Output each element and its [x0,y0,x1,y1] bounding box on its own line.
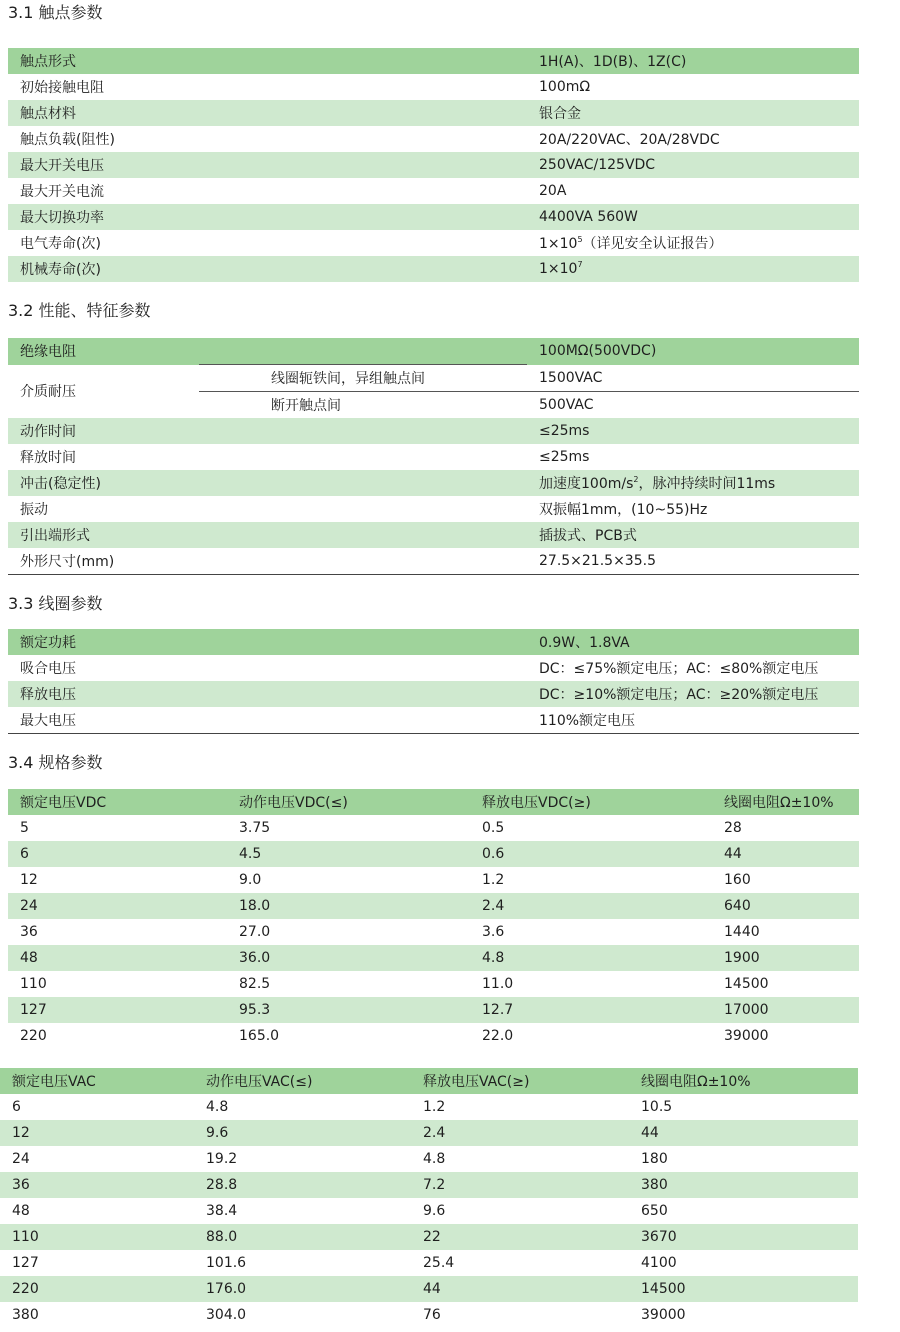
value-exponent: 5 [577,235,583,244]
section-title-coil: 3.3 线圈参数 [8,594,103,613]
cell: 101.6 [206,1255,247,1271]
row-label: 初始接触电阻 [20,80,104,96]
row-value: 1500VAC [527,365,859,392]
value-exponent: 7 [577,260,583,269]
performance-params-table [8,338,859,575]
table-row [8,230,859,256]
cell: 44 [712,841,859,867]
table-row [0,1172,858,1198]
table-row [8,496,859,522]
header-cell: 动作电压VDC(≤) [227,789,470,815]
row-value: ≤25ms [527,418,859,444]
cell: 2.4 [470,893,712,919]
table-row [8,74,859,100]
cell: 304.0 [206,1307,247,1323]
table-row [8,815,859,841]
cell: 110 [20,976,47,992]
cell: 36 [0,1172,194,1198]
row-label: 释放电压 [8,681,527,707]
cell: 95.3 [227,997,470,1023]
row-label: 最大开关电压 [8,152,527,178]
cell: 176.0 [194,1276,411,1302]
cell: 5 [20,820,29,836]
dielectric-sub-label: 线圈轭铁间，异组触点间 [199,365,527,392]
cell: 39000 [641,1307,686,1323]
cell: 4.8 [423,1151,446,1167]
table-row [8,152,859,178]
cell: 0.5 [482,820,505,836]
cell: 220 [20,1028,47,1044]
table-row [0,1120,858,1146]
table-row [8,100,859,126]
table-row [8,893,859,919]
cell: 2.4 [411,1120,629,1146]
cell: 3.6 [482,924,505,940]
cell: 4100 [641,1255,677,1271]
row-value: 1H(A)、1D(B)、1Z(C) [527,48,859,74]
cell: 127 [8,997,227,1023]
header-cell: 线圈电阻Ω±10% [629,1068,858,1094]
table-row [8,444,859,470]
cell: 4.8 [470,945,712,971]
row-value: 插拔式、PCB式 [527,522,859,548]
cell: 9.6 [194,1120,411,1146]
cell: 24 [8,893,227,919]
row-label: 额定功耗 [8,629,527,655]
ac-spec-table [0,1068,858,1328]
row-value: 100mΩ [539,79,591,95]
cell: 12.7 [470,997,712,1023]
cell: 127 [12,1255,39,1271]
table-row [8,919,859,945]
cell: 19.2 [206,1151,238,1167]
row-value: 20A/220VAC、20A/28VDC [539,132,720,148]
cell: 17000 [712,997,859,1023]
row-label: 触点材料 [8,100,527,126]
cell: 28 [724,820,742,836]
value-base: 1×10 [539,261,578,277]
table-row [8,418,859,444]
cell: 4.8 [206,1099,229,1115]
cell: 39000 [724,1028,769,1044]
cell: 36.0 [227,945,470,971]
table-header-row [0,1068,858,1094]
row-label: 最大切换功率 [8,204,527,230]
row-label: 电气寿命(次) [20,236,101,252]
cell: 165.0 [239,1028,280,1044]
cell: 12 [0,1120,194,1146]
cell: 180 [641,1151,668,1167]
table-row [8,522,859,548]
section-title-spec: 3.4 规格参数 [8,753,103,772]
table-row [0,1276,858,1302]
row-value: 双振幅1mm，(10~55)Hz [539,502,708,518]
cell: 76 [423,1307,441,1323]
row-label: 吸合电压 [20,661,76,677]
cell: 22.0 [482,1028,514,1044]
row-label: 动作时间 [8,418,527,444]
header-cell: 额定电压VAC [0,1068,194,1094]
cell: 22 [411,1224,629,1250]
table-row [8,997,859,1023]
cell: 25.4 [423,1255,455,1271]
cell: 220 [0,1276,194,1302]
cell: 10.5 [641,1099,673,1115]
section-title-performance: 3.2 性能、特征参数 [8,301,151,320]
row-value: 500VAC [539,397,594,413]
table-row [8,48,859,74]
row-value [527,256,859,282]
cell: 38.4 [206,1203,238,1219]
cell: 44 [411,1276,629,1302]
cell: 11.0 [482,976,514,992]
cell: 650 [641,1203,668,1219]
table-header-row [8,789,859,815]
value-base: 加速度100m/s [539,476,634,492]
table-row [0,1302,858,1328]
cell: 1.2 [482,872,505,888]
row-label: 最大电压 [8,707,527,734]
cell: 1440 [724,924,760,940]
header-cell: 线圈电阻Ω±10% [712,789,859,815]
table-row [8,126,859,152]
value-note: ，脉冲持续时间11ms [638,476,776,492]
row-value: 250VAC/125VDC [527,152,859,178]
cell: 4.5 [227,841,470,867]
cell: 9.6 [423,1203,446,1219]
row-value: 110%额定电压 [527,707,859,734]
row-label: 外形尺寸(mm) [8,548,527,575]
coil-params-table [8,629,859,734]
dc-spec-table [8,789,859,1049]
cell: 7.2 [411,1172,629,1198]
row-label: 振动 [20,502,48,518]
table-row [8,178,859,204]
cell: 48 [12,1203,30,1219]
value-base: 1×10 [539,236,578,252]
row-value [527,230,859,256]
table-row [8,256,859,282]
table-row [8,841,859,867]
cell: 6 [12,1099,21,1115]
table-row [0,1224,858,1250]
row-label: 绝缘电阻 [8,338,527,365]
cell: 1.2 [423,1099,446,1115]
cell: 380 [629,1172,858,1198]
row-label: 引出端形式 [8,522,527,548]
table-row [8,338,859,365]
row-label: 触点形式 [8,48,527,74]
table-row [8,365,859,392]
table-row [8,707,859,734]
cell: 14500 [724,976,769,992]
cell: 88.0 [194,1224,411,1250]
cell: 0.6 [470,841,712,867]
cell: 28.8 [194,1172,411,1198]
cell: 27.0 [239,924,271,940]
row-value: ≤25ms [539,449,590,465]
dielectric-sub-label: 断开触点间 [271,398,341,414]
cell: 18.0 [227,893,470,919]
cell: 1900 [712,945,859,971]
table-row [8,867,859,893]
cell: 6 [8,841,227,867]
value-exponent: 2 [633,475,639,484]
table-row [8,655,859,681]
row-label: 释放时间 [20,450,76,466]
row-value: 0.9W、1.8VA [527,629,859,655]
cell: 48 [8,945,227,971]
cell: 82.5 [239,976,271,992]
cell: 14500 [629,1276,858,1302]
table-row [8,681,859,707]
table-row [0,1198,858,1224]
section-title-contact: 3.1 触点参数 [8,3,103,22]
cell: 12 [20,872,38,888]
header-cell: 额定电压VDC [8,789,227,815]
cell: 640 [712,893,859,919]
row-value: 100MΩ(500VDC) [527,338,859,365]
table-row [0,1146,858,1172]
row-value [527,470,859,496]
row-value: 27.5×21.5×35.5 [527,548,859,575]
row-value: DC：≤75%额定电压；AC：≤80%额定电压 [539,661,819,677]
table-row [0,1250,858,1276]
table-row [8,470,859,496]
table-row [8,548,859,575]
row-label: 触点负载(阻性) [20,132,115,148]
cell: 380 [12,1307,39,1323]
cell: 3670 [629,1224,858,1250]
table-row [8,1023,859,1049]
contact-params-table [8,48,859,282]
cell: 160 [724,872,751,888]
row-value: 20A [539,183,567,199]
header-cell: 释放电压VAC(≥) [411,1068,629,1094]
table-row [8,204,859,230]
row-value: 4400VA 560W [527,204,859,230]
row-label: 介质耐压 [20,384,76,401]
table-row [8,629,859,655]
cell: 110 [0,1224,194,1250]
cell: 24 [12,1151,30,1167]
table-row [0,1094,858,1120]
row-value: 银合金 [527,100,859,126]
value-note: （详见安全认证报告） [582,236,723,252]
cell: 44 [629,1120,858,1146]
cell: 36 [20,924,38,940]
row-label: 冲击(稳定性) [8,470,527,496]
cell: 3.75 [239,820,271,836]
cell: 9.0 [239,872,262,888]
row-label: 机械寿命(次) [8,256,527,282]
table-row [8,945,859,971]
row-label: 最大开关电流 [20,184,104,200]
row-value: DC：≥10%额定电压；AC：≥20%额定电压 [527,681,859,707]
header-cell: 动作电压VAC(≤) [194,1068,411,1094]
header-cell: 释放电压VDC(≥) [470,789,712,815]
table-row [8,971,859,997]
